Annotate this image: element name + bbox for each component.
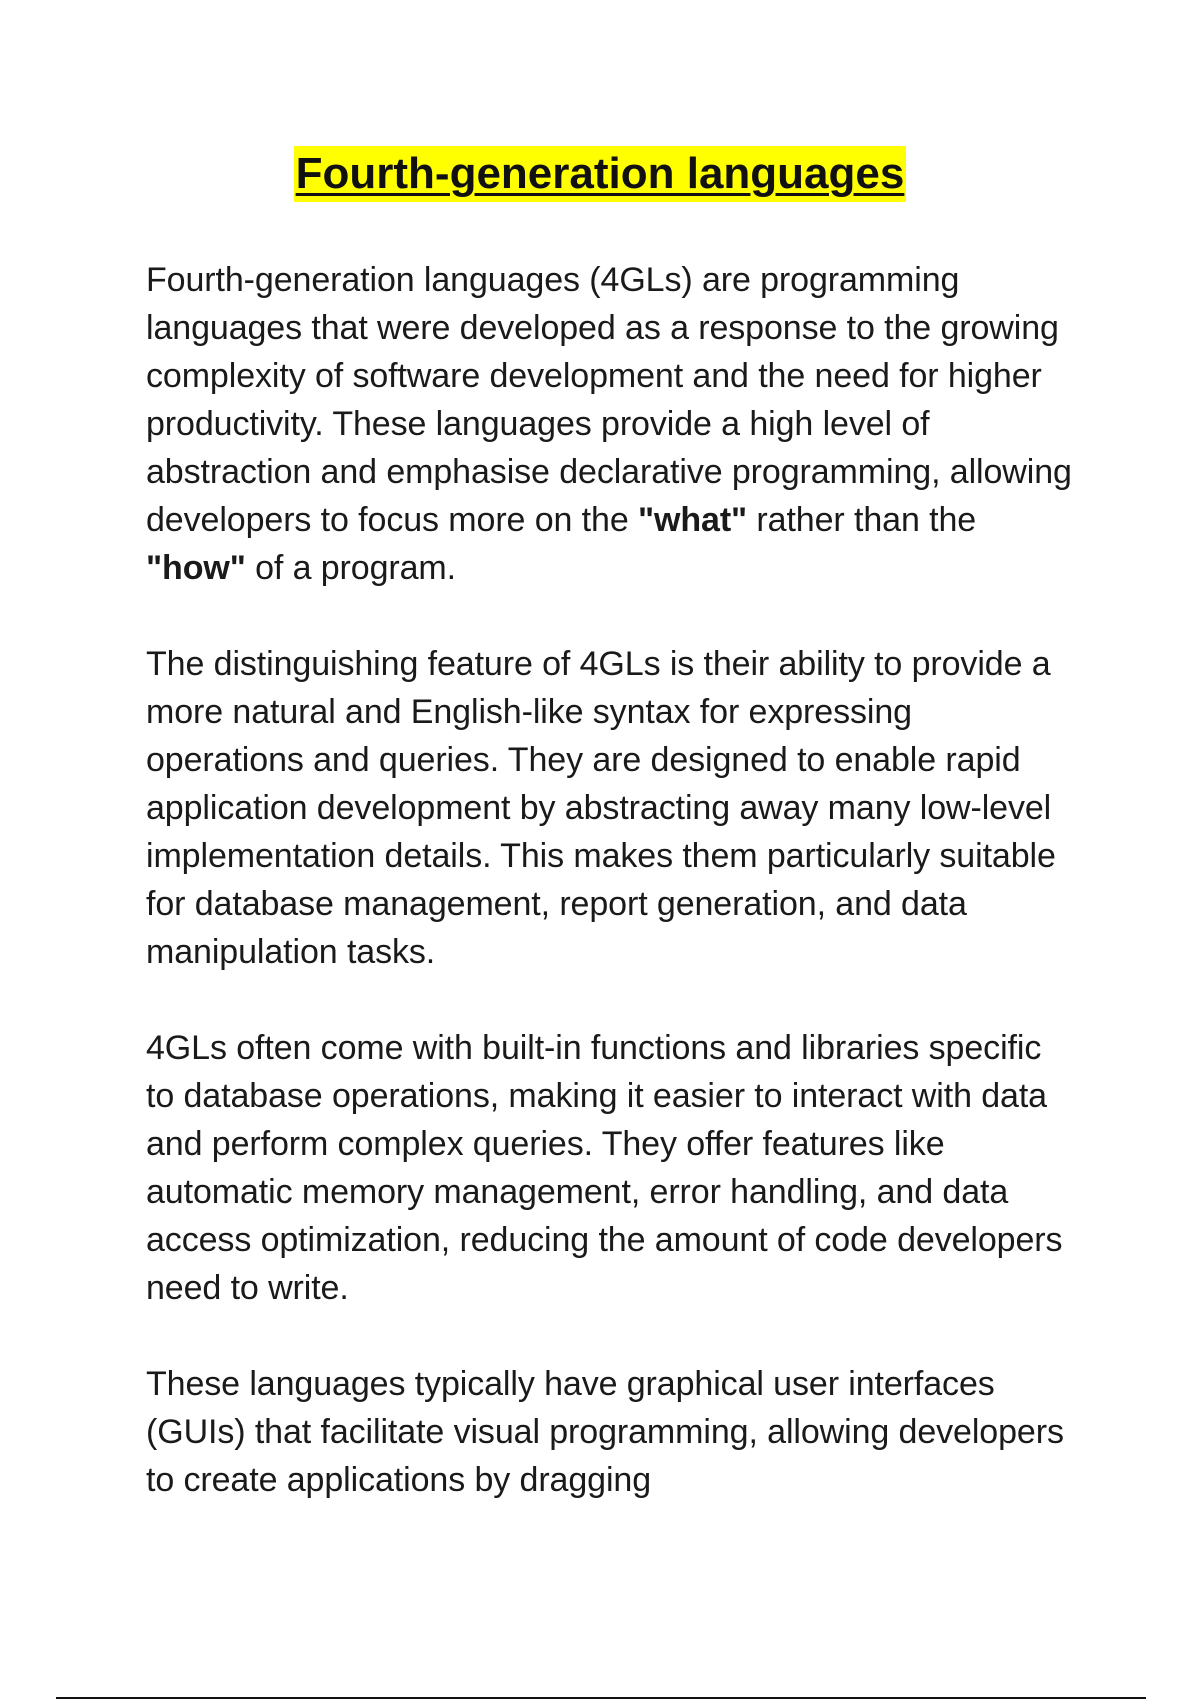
paragraph-1-bold-what: "what" bbox=[637, 501, 748, 539]
paragraph-2: The distinguishing feature of 4GLs is their ability to provide a more natural and English-like syntax for expressing operations and queries. They are designed to enable rapid application development by abstracting away many low-level implementation details. This makes them particularly suitable for database management, report generation, and data manipulation tasks. bbox=[146, 645, 1056, 971]
paragraph-1 bbox=[146, 256, 1076, 592]
title-container bbox=[0, 146, 1200, 202]
paragraph-1-text-c: of a program. bbox=[245, 549, 456, 587]
document-title: Fourth-generation languages bbox=[294, 146, 907, 202]
page-bottom-divider bbox=[56, 1697, 1146, 1699]
paragraph-1-text-a: Fourth-generation languages (4GLs) are programming languages that were developed as a response to the growing complexity of software development and the need for higher productivity. These languages provide a high level of abstraction and emphasise declarative programming, allowing developers to focus more on the bbox=[146, 261, 1072, 539]
paragraph-1-text-b: rather than the bbox=[747, 501, 977, 539]
paragraph-4: These languages typically have graphical user interfaces (GUIs) that facilitate visual programming, allowing developers to create applications by dragging bbox=[146, 1365, 1064, 1499]
document-body bbox=[146, 256, 1076, 1552]
paragraph-1-bold-how: "how" bbox=[146, 549, 246, 587]
paragraph-3: 4GLs often come with built-in functions and libraries specific to database operations, making it easier to interact with data and perform complex queries. They offer features like automatic memory management, error handling, and data access optimization, reducing the amount of code developers need to write. bbox=[146, 1029, 1063, 1307]
